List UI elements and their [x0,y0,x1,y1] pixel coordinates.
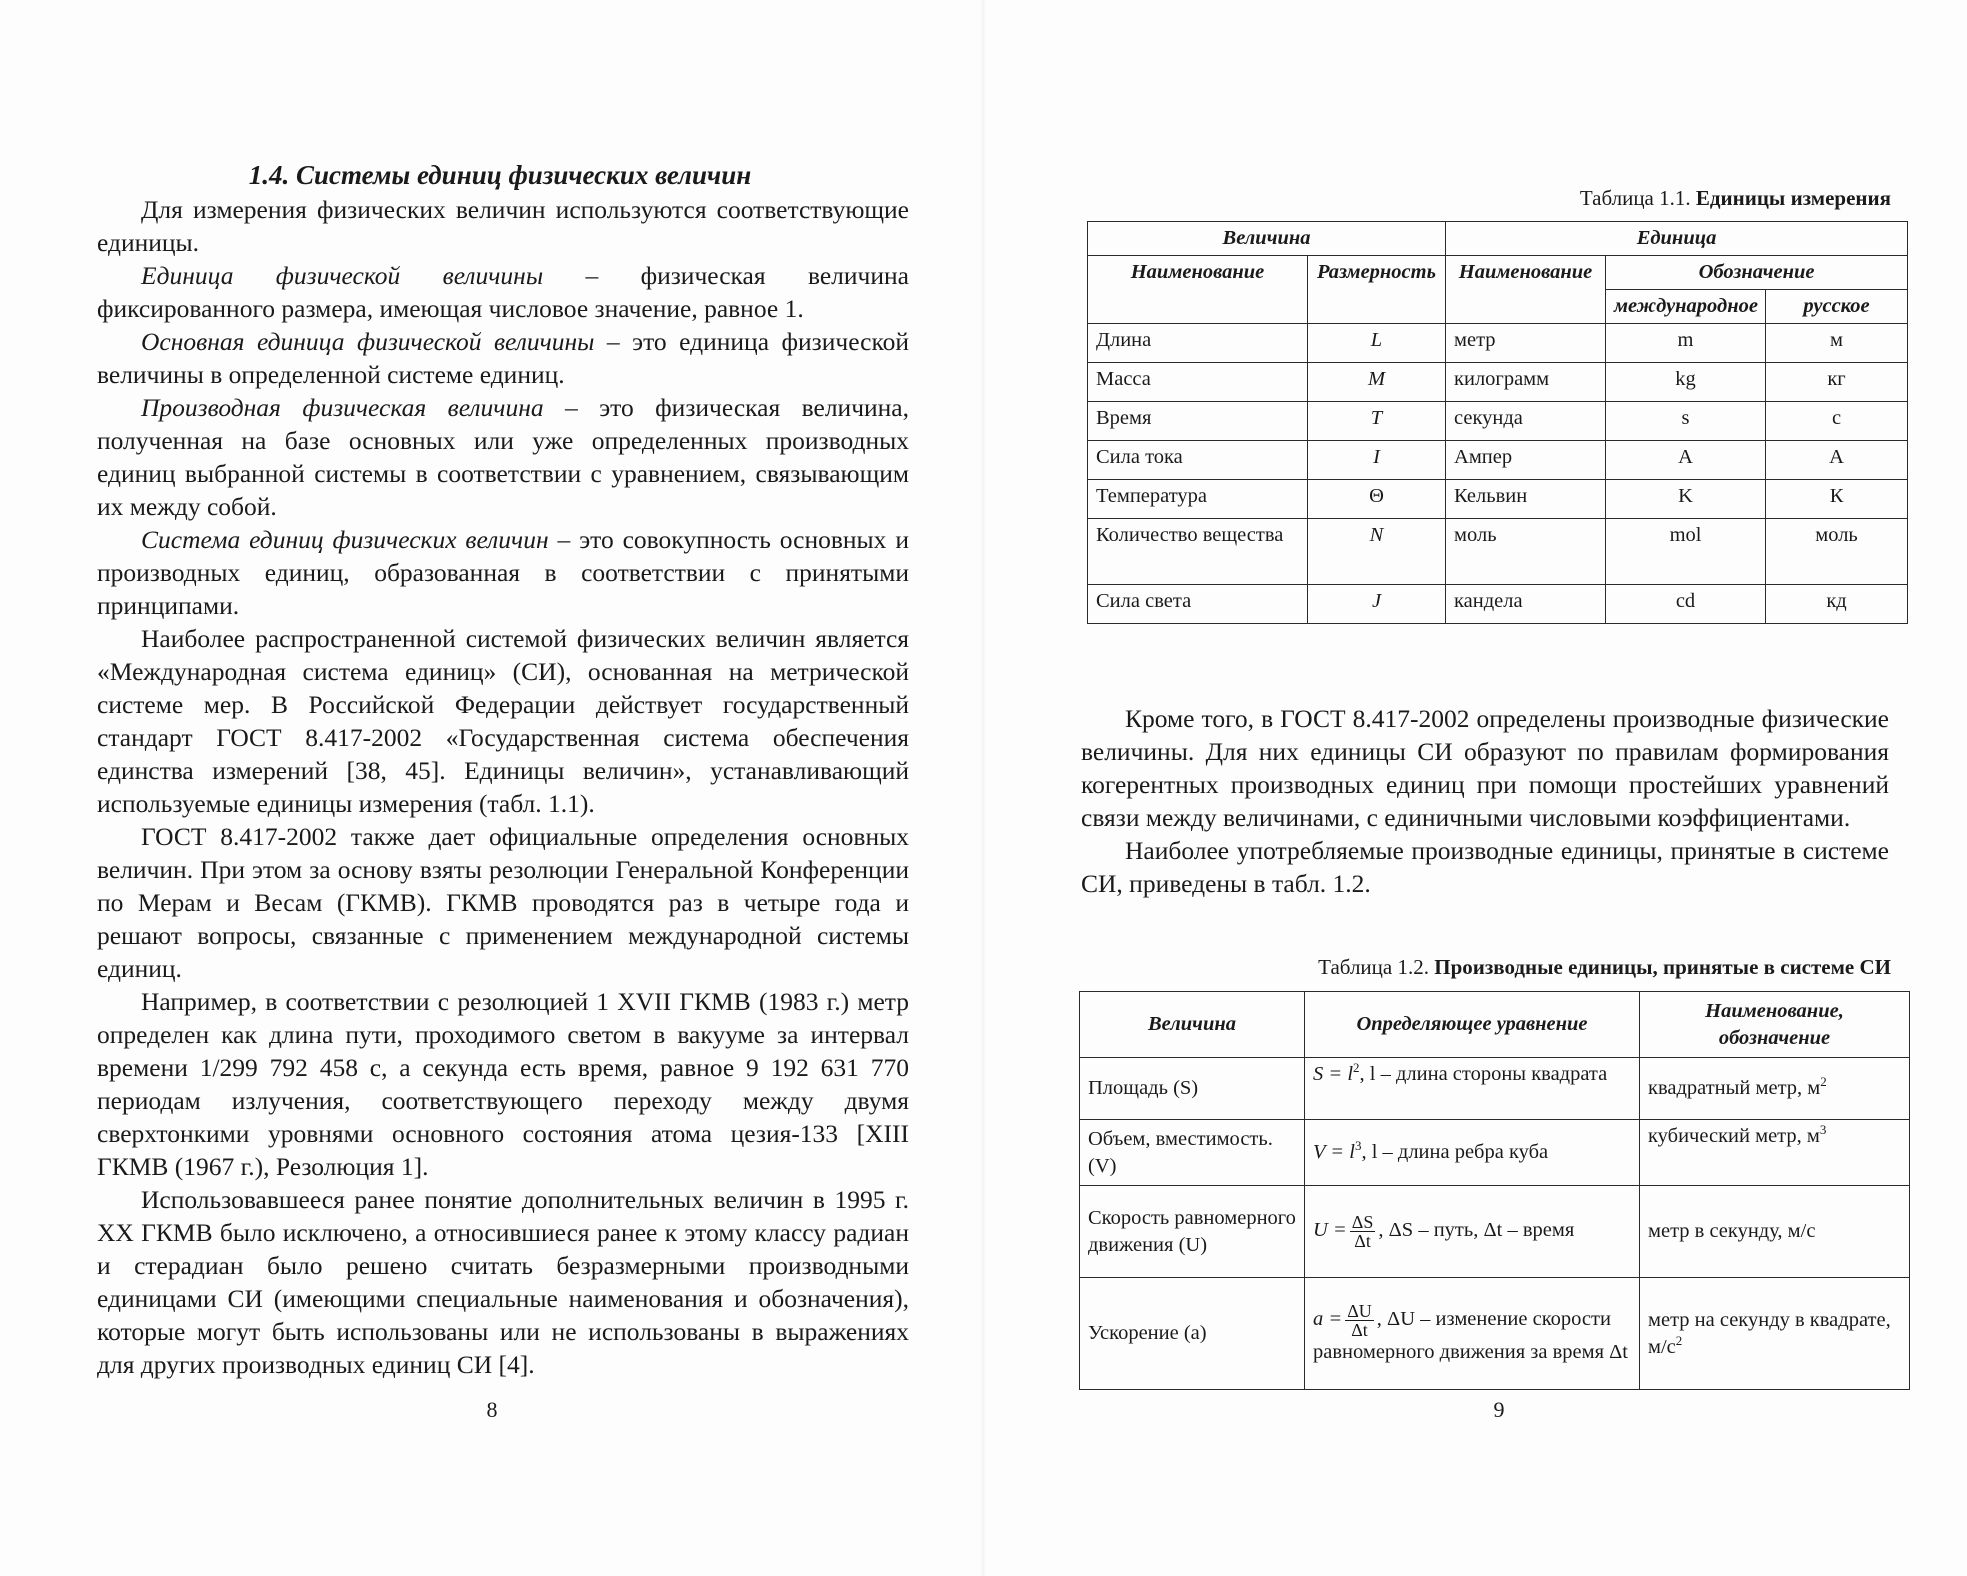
table-row: Сила света J кандела cd кд [1088,585,1908,624]
header-equation: Определяющее уравнение [1305,992,1640,1058]
definition-paragraph: Единица физической величины – физическая величина фиксированного размера, имеющая числовое значение, равное 1. [97,261,909,323]
unit-cell: кубический метр, $м^3$ [1640,1120,1910,1186]
section-title: 1.4. Системы единиц физических величин [248,160,752,190]
left-page [0,0,983,1576]
header-dimension: Размерность [1308,256,1446,324]
table-row: Скорость равномерного движения (U) U = $\frac{\Delta S}{\Delta t}$ , ΔS – путь, Δt – время метр в секунду, м/с [1080,1186,1910,1278]
unit-cell: квадратный метр, $м^2$ [1640,1058,1910,1120]
equation-cell: $V = l^3$, l – длина ребра куба [1305,1120,1640,1186]
defined-term: Основная единица физической величины [141,327,595,356]
equation-cell: $S = l^2$, l – длина стороны квадрата [1305,1058,1640,1120]
paragraph: Для измерения физических величин используются соответствующие единицы. [97,195,909,257]
paragraph: Использовавшееся ранее понятие дополнительных величин в 1995 г. XX ГКМВ было исключено, а относившиеся ранее к этому классу радиан и стерадиан было решено считать безразмерными производными единицами СИ (имеющими специальные наименования и обозначения), которые могут быть использованы или не использованы в выражениях для других производных единиц СИ [4]. [97,1185,909,1379]
table-row: Длина L метр m м [1088,324,1908,363]
units-table [1087,221,1908,624]
paragraph: ГОСТ 8.417-2002 также дает официальные определения основных величин. При этом за основу взяты резолюции Генеральной Конференции по Мерам и Весам (ГКМВ). ГКМВ проводятся раз в четыре года и решают вопросы, связанные с применением международной системы единиц. [97,822,909,983]
header-quantity: Величина [1088,222,1446,256]
header-designation: Обозначение [1606,256,1908,290]
derived-units-table [1079,991,1910,1390]
unit-cell: метр в секунду, м/с [1640,1186,1910,1278]
table-row: Температура Θ Кельвин K К [1088,480,1908,519]
equation-cell: a = $\frac{\Delta U}{\Delta t}$ , ΔU – изменение скорости равномерного движения за время Δt [1305,1278,1640,1390]
paragraph: Например, в соответствии с резолюцией 1 XVII ГКМВ (1983 г.) метр определен как длина пути, проходимого светом в вакууме за интервал времени 1/299 792 458 с, а секунда есть время, равное 9 192 631 770 периодам излучения, соответствующего переходу между двумя сверхтонкими уровнями основного состояния атома цезия-133 [XIII ГКМВ (1967 г.), Резолюция 1]. [97,987,909,1181]
table-1-caption: Таблица 1.1. Единицы измерения [1579,186,1891,210]
header-name-designation: Наименование, обозначение [1640,992,1910,1058]
header-international: международное [1606,290,1766,324]
page-number-right: 9 [1493,1397,1505,1422]
header-unit: Единица [1446,222,1908,256]
definition-paragraph: Система единиц физических величин – это совокупность основных и производных единиц, образованная в соответствии с принятыми принципами. [97,525,909,620]
table-row: Время T секунда s с [1088,402,1908,441]
equation-cell: U = $\frac{\Delta S}{\Delta t}$ , ΔS – путь, Δt – время [1305,1186,1640,1278]
paragraph: Наиболее распространенной системой физических величин является «Международная система единиц» (СИ), основанная на метрической системе мер. В Российской Федерации действует государственный стандарт ГОСТ 8.417-2002 «Государственная система обеспечения единства измерений [38, 45]. Единицы величин», устанавливающий используемые единицы измерения (табл. 1.1). [97,624,909,818]
unit-cell: метр на секунду в квадрате, $м/с^2$ [1640,1278,1910,1390]
table-row: Объем, вместимость. (V) $V = l^3$, l – длина ребра куба кубический метр, $м^3$ [1080,1120,1910,1186]
page-number-left: 8 [486,1397,498,1422]
fraction: $\frac{\Delta U}{\Delta t}$ [1347,1300,1372,1340]
table-row: Количество вещества N моль mol моль [1088,519,1908,585]
table-row: Сила тока I Ампер A А [1088,441,1908,480]
paragraph: Кроме того, в ГОСТ 8.417-2002 определены производные физические величины. Для них единицы СИ образуют по правилам формирования когерентных производных единиц при помощи простейших уравнений связи между величинами, с единичными числовыми коэффициентами. [1081,704,1889,832]
header-russian: русское [1766,290,1908,324]
right-body-text [1081,702,1889,900]
table-row: Ускорение (a) a = $\frac{\Delta U}{\Delta t}$ , ΔU – изменение скорости равномерного движения за время Δt метр на секунду в квадрате, $м/с^2$ [1080,1278,1910,1390]
defined-term: Производная физическая величина [141,393,544,422]
fraction: $\frac{\Delta S}{\Delta t}$ [1351,1212,1374,1251]
header-quantity: Величина [1080,992,1305,1058]
left-body-text [97,193,909,1381]
table-row: Масса M килограмм kg кг [1088,363,1908,402]
paragraph: Наиболее употребляемые производные единицы, принятые в системе СИ, приведены в табл. 1.2. [1081,836,1889,898]
header-name: Наименование [1088,256,1308,324]
table-2-caption: Таблица 1.2. Производные единицы, принятые в системе СИ [1318,955,1891,979]
definition-paragraph: Основная единица физической величины – это единица физической величины в определенной системе единиц. [97,327,909,389]
defined-term: Система единиц физических величин [141,525,549,554]
defined-term: Единица физической величины [141,261,544,290]
right-page [983,0,1967,1576]
definition-paragraph: Производная физическая величина – это физическая величина, полученная на базе основных или уже определенных производных единиц выбранной системы в соответствии с уравнением, связывающим их между собой. [97,393,910,521]
header-unit-name: Наименование [1446,256,1606,324]
table-row: Площадь (S) $S = l^2$, l – длина стороны квадрата квадратный метр, $м^2$ [1080,1058,1910,1120]
